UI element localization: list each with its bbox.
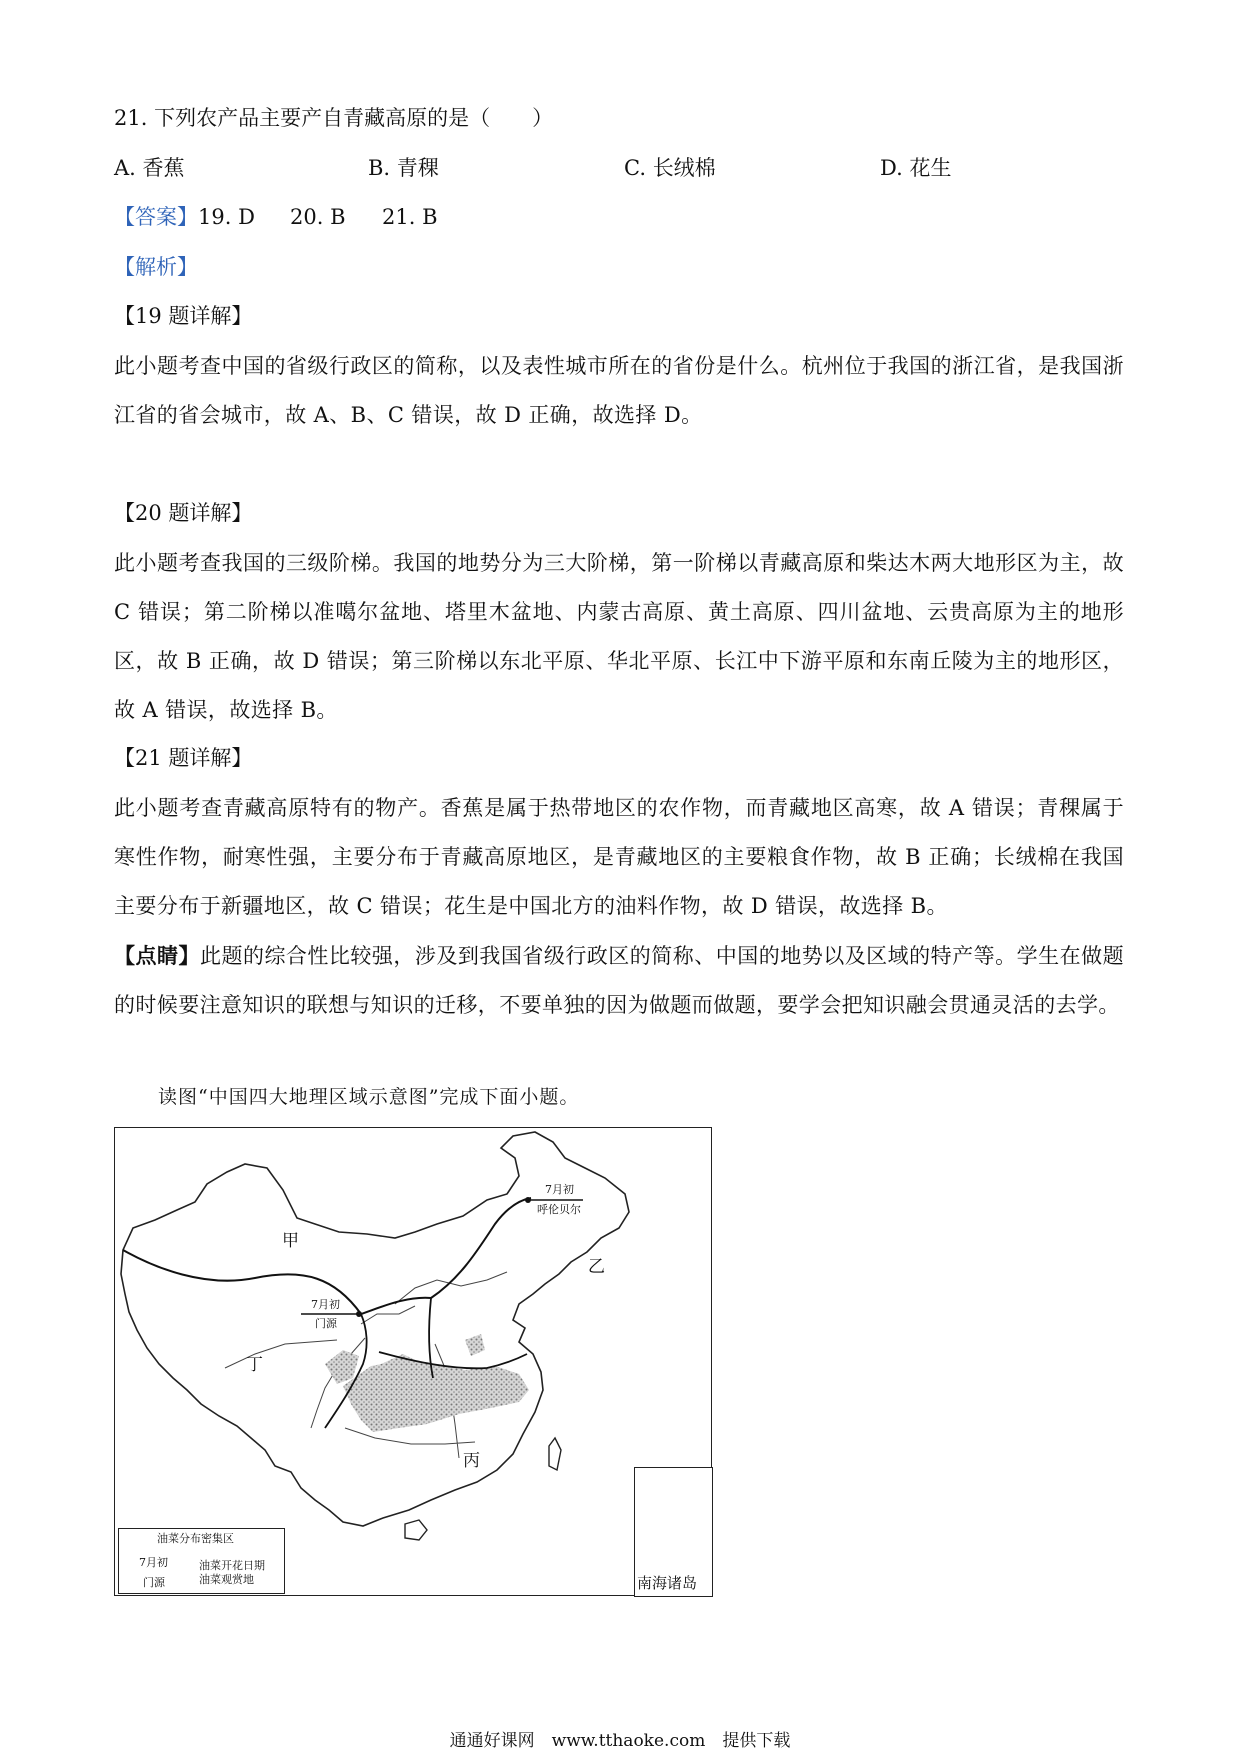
rapeseed-dense-area	[465, 1334, 485, 1356]
question-21-stem: 21. 下列农产品主要产自青藏高原的是（ ）	[114, 106, 554, 130]
answer-label: 【答案】	[114, 205, 198, 229]
option-c[interactable]	[624, 156, 716, 180]
option-a[interactable]	[114, 156, 185, 180]
legend-marker-desc2: 油菜观赏地	[199, 1573, 254, 1586]
comment-paragraph	[114, 931, 1124, 1030]
map-drawing	[115, 1128, 711, 1595]
answer-line	[114, 205, 438, 229]
hainan-island	[405, 1520, 427, 1540]
answer-item: 19. D	[198, 205, 255, 229]
region-boundary-line	[123, 1198, 531, 1314]
region-label-jia: 甲	[282, 1231, 299, 1251]
q21-heading: 【21 题详解】	[114, 746, 253, 770]
comment-label: 【点睛】	[114, 943, 200, 968]
answer-item: 21. B	[382, 205, 438, 229]
option-text: 青稞	[396, 156, 439, 180]
region-label-ding: 丁	[246, 1355, 263, 1375]
rapeseed-dense-area	[343, 1360, 529, 1432]
map-legend	[118, 1528, 285, 1594]
legend-rapeseed-label: 油菜分布密集区	[157, 1532, 234, 1545]
page-footer: 通通好课网 www.tthaoke.com 提供下载	[449, 1731, 791, 1751]
region-label-bing: 丙	[463, 1451, 480, 1471]
option-text: 长绒棉	[652, 156, 716, 180]
menyuan-date: 7月初	[311, 1298, 340, 1311]
option-text: 香蕉	[142, 156, 185, 180]
option-letter: B.	[368, 156, 391, 180]
map-intro: 读图“中国四大地理区域示意图”完成下面小题。	[158, 1086, 580, 1108]
menyuan-place: 门源	[315, 1317, 337, 1330]
option-letter: C.	[624, 156, 646, 180]
hulunbeier-place: 呼伦贝尔	[537, 1203, 581, 1216]
option-letter: A.	[114, 156, 136, 180]
option-text: 花生	[909, 156, 952, 180]
hulunbeier-date: 7月初	[545, 1183, 574, 1196]
south-china-sea-inset	[634, 1467, 713, 1597]
option-letter: D.	[880, 156, 903, 180]
legend-marker-place: 门源	[143, 1576, 165, 1589]
option-b[interactable]	[368, 156, 439, 180]
q19-body: 此小题考查中国的省级行政区的简称，以及表性城市所在的省份是什么。杭州位于我国的浙江省，是我国浙江省的省会城市，故 A、B、C 错误，故 D 正确，故选择 D。	[114, 354, 1124, 427]
legend-marker-desc1: 油菜开花日期	[199, 1559, 265, 1572]
q20-heading: 【20 题详解】	[114, 501, 253, 525]
analysis-label: 【解析】	[114, 255, 198, 279]
legend-marker-date: 7月初	[139, 1556, 168, 1569]
answer-item: 20. B	[290, 205, 346, 229]
q20-body: 此小题考查我国的三级阶梯。我国的地势分为三大阶梯，第一阶梯以青藏高原和柴达木两大地形区为主，故 C 错误；第二阶梯以准噶尔盆地、塔里木盆地、内蒙古高原、黄土高原、四川盆地、云贵高原为主的地形区，故 B 正确，故 D 错误；第三阶梯以东北平原、华北平原、长江中下游平原和东南丘陵为主的地形区，故 A 错误，故选择 B。	[114, 551, 1124, 722]
q19-heading: 【19 题详解】	[114, 304, 253, 328]
region-label-yi: 乙	[588, 1257, 605, 1277]
inset-label: 南海诸岛	[637, 1574, 698, 1592]
comment-body: 此题的综合性比较强，涉及到我国省级行政区的简称、中国的地势以及区域的特产等。学生在做题的时候要注意知识的联想与知识的迁移，不要单独的因为做题而做题，要学会把知识融会贯通灵活的去学。	[114, 944, 1124, 1017]
internal-boundaries	[225, 1272, 515, 1458]
option-d[interactable]	[880, 156, 951, 180]
taiwan-island	[549, 1438, 561, 1470]
china-regions-map	[114, 1127, 712, 1596]
q21-body: 此小题考查青藏高原特有的物产。香蕉是属于热带地区的农作物，而青藏地区高寒，故 A 错误；青稞属于寒性作物，耐寒性强，主要分布于青藏高原地区，是青藏地区的主要粮食作物，故 B 正确；长绒棉在我国主要分布于新疆地区，故 C 错误；花生是中国北方的油料作物，故 D 错误，故选择 B。	[114, 796, 1124, 918]
